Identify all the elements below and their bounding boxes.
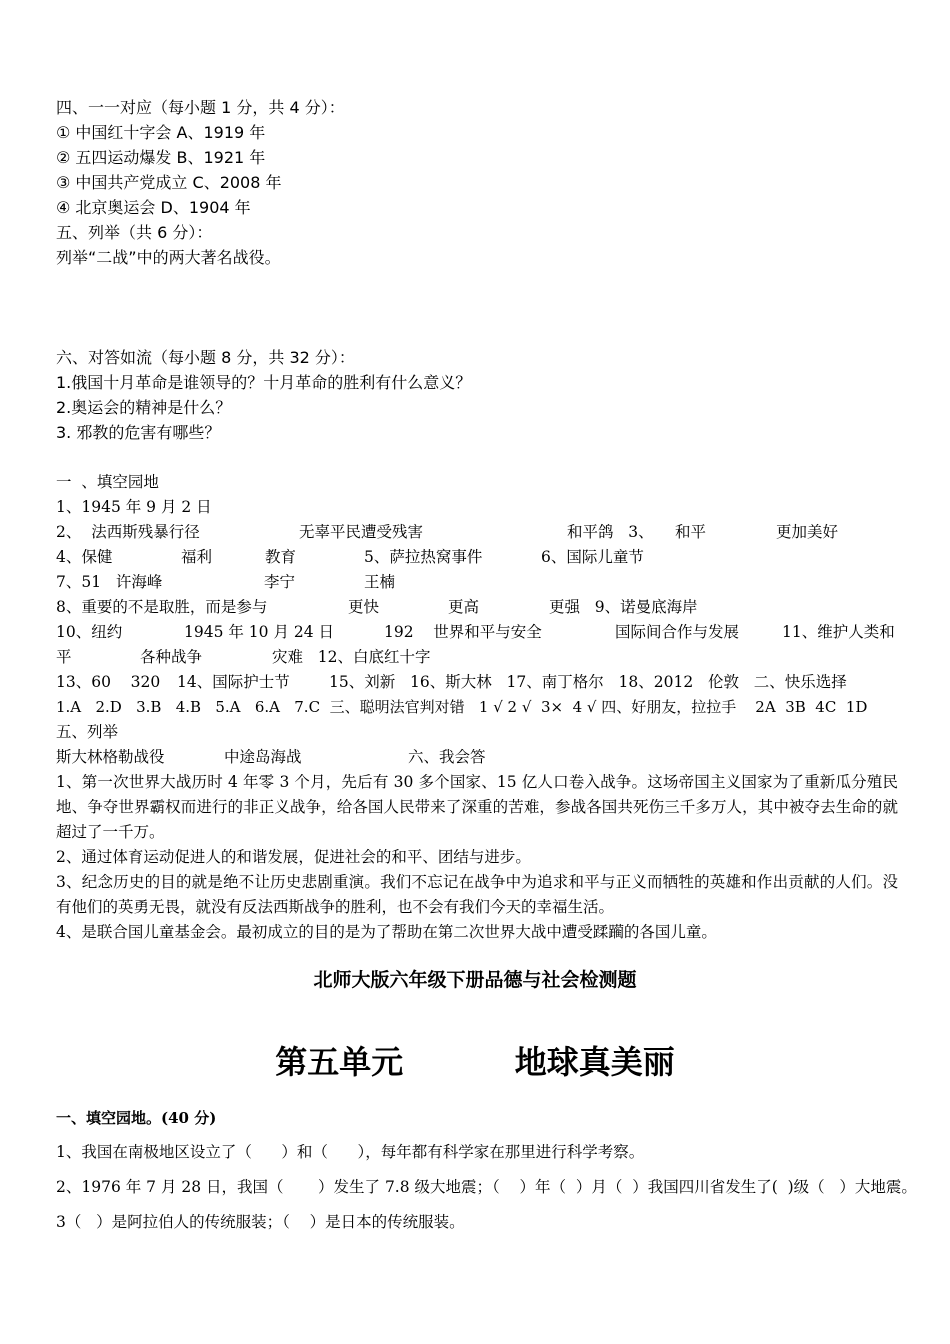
- answer-cell: 11、维护人类和: [782, 623, 895, 641]
- section-6-question-2: 2.奥运会的精神是什么？: [56, 398, 232, 417]
- answer-cell: 8、重要的不是取胜，而是参与: [56, 598, 268, 616]
- answer-cell: 和平鸽 3、: [567, 523, 654, 541]
- answer-paragraph-4: 4、是联合国儿童基金会。最初成立的目的是为了帮助在第二次世界大战中遭受蹂躏的各国儿童。: [56, 923, 717, 941]
- answer-cell: 7、51 许海峰: [56, 573, 163, 591]
- answer-cell: 六、我会答: [408, 748, 486, 766]
- answer-cell: 国际间合作与发展: [615, 623, 740, 641]
- answer-line-2: 1、1945 年 9 月 2 日: [56, 498, 212, 516]
- answer-cell: 斯大林格勒战役: [56, 748, 165, 766]
- fill-question-1: 1、我国在南极地区设立了（ ）和（ ），每年都有科学家在那里进行科学考察。: [56, 1143, 645, 1161]
- answer-line-7: [56, 620, 898, 645]
- answer-line-8: [56, 645, 898, 670]
- answer-cell: 王楠: [364, 573, 396, 591]
- answer-cell: 2、 法西斯残暴行径: [56, 523, 200, 541]
- answer-paragraph-3: 3、纪念历史的目的就是绝不让历史悲剧重演。我们不忘记在战争中为追求和平与正义而牺牲的英雄和作出贡献的人们。没有他们的英勇无畏，就没有反法西斯战争的胜利，也不会有我们今天的幸福生活。: [56, 873, 898, 916]
- answer-cell: 各种战争: [140, 648, 203, 666]
- section-6-question-3: 3. 邪教的危害有哪些？: [56, 423, 221, 442]
- answer-cell: 李宁: [264, 573, 296, 591]
- answer-cell: 4、保健: [56, 548, 113, 566]
- answer-cell: 192 世界和平与安全: [384, 623, 542, 641]
- section-5-question: 列举“二战”中的两大著名战役。: [56, 248, 281, 267]
- matching-item-1: ① 中国红十字会 A、1919 年: [56, 123, 266, 142]
- answer-line-4: [56, 545, 898, 570]
- answer-cell: 15、刘新 16、斯大林 17、南丁格尔 18、2012 伦敦 二、快乐选择: [329, 673, 847, 691]
- answer-cell: 无辜平民遭受残害: [299, 523, 424, 541]
- answer-cell: 福利: [181, 548, 213, 566]
- section-5-heading: 五、列举（共 6 分）：: [56, 223, 213, 242]
- answer-cell: 灾难 12、白底红十字: [272, 648, 431, 666]
- answer-cell: 10、纽约: [56, 623, 123, 641]
- fill-question-3: 3（ ）是阿拉伯人的传统服装；（ ）是日本的传统服装。: [56, 1213, 465, 1231]
- section-6-question-1: 1.俄国十月革命是谁领导的？十月革命的胜利有什么意义？: [56, 373, 472, 392]
- answer-cell: 更强 9、诺曼底海岸: [549, 598, 698, 616]
- answer-cell: 更快: [348, 598, 380, 616]
- section-4-heading: 四、一一对应（每小题 1 分，共 4 分）：: [56, 98, 345, 117]
- answer-cell: 14、国际护士节: [177, 673, 290, 691]
- section-6-heading: 六、对答如流（每小题 8 分，共 32 分）：: [56, 348, 355, 367]
- answer-line-6: [56, 595, 898, 620]
- matching-item-2: ② 五四运动爆发 B、1921 年: [56, 148, 266, 167]
- answer-cell: 13、60 320: [56, 673, 161, 691]
- answer-cell: 1945 年 10 月 24 日: [184, 623, 335, 641]
- answer-cell: 更加美好: [776, 523, 839, 541]
- answer-line-3: [56, 520, 898, 545]
- matching-item-4: ④ 北京奥运会 D、1904 年: [56, 198, 251, 217]
- unit-title: 第五单元 地球真美丽: [275, 1043, 675, 1081]
- answer-paragraph-1: 1、第一次世界大战历时 4 年零 3 个月，先后有 30 多个国家、15 亿人口卷入战争。这场帝国主义国家为了重新瓜分殖民地、争夺世界霸权而进行的非正义战争，给各国人民带来了深重的苦难，参战各国共死伤三千多万人，其中被夺去生命的就超过了一千万。: [56, 773, 898, 841]
- answer-cell: 平: [56, 648, 72, 666]
- answer-cell: 和平: [675, 523, 707, 541]
- answer-cell: 教育: [265, 548, 297, 566]
- answer-cell: 5、萨拉热窝事件: [364, 548, 483, 566]
- answer-line-5: [56, 570, 898, 595]
- fill-question-2: 2、1976 年 7 月 28 日，我国（ ）发生了 7.8 级大地震；（ ）年（ ）月（ ）我国四川省发生了( )级（ ）大地震。: [56, 1178, 917, 1196]
- answer-cell: 更高: [448, 598, 480, 616]
- answer-cell: 中途岛海战: [224, 748, 302, 766]
- answer-line-10: 1.A 2.D 3.B 4.B 5.A 6.A 7.C 三、聪明法官判对错 1 √ 2 √ 3× 4 √ 四、好朋友，拉拉手 2A 3B 4C 1D: [56, 698, 868, 716]
- answer-paragraph-2: 2、通过体育运动促进人的和谐发展，促进社会的和平、团结与进步。: [56, 848, 531, 866]
- answer-cell: 6、国际儿童节: [541, 548, 644, 566]
- answer-line-9: [56, 670, 898, 695]
- answer-line-1: 一 、填空园地: [56, 473, 159, 491]
- document-title: 北师大版六年级下册品德与社会检测题: [313, 969, 637, 991]
- matching-item-3: ③ 中国共产党成立 C、2008 年: [56, 173, 282, 192]
- answer-line-12: [56, 745, 898, 770]
- answer-line-11: 五、列举: [56, 723, 119, 741]
- section-1-heading: 一、填空园地。(40 分): [56, 1109, 217, 1127]
